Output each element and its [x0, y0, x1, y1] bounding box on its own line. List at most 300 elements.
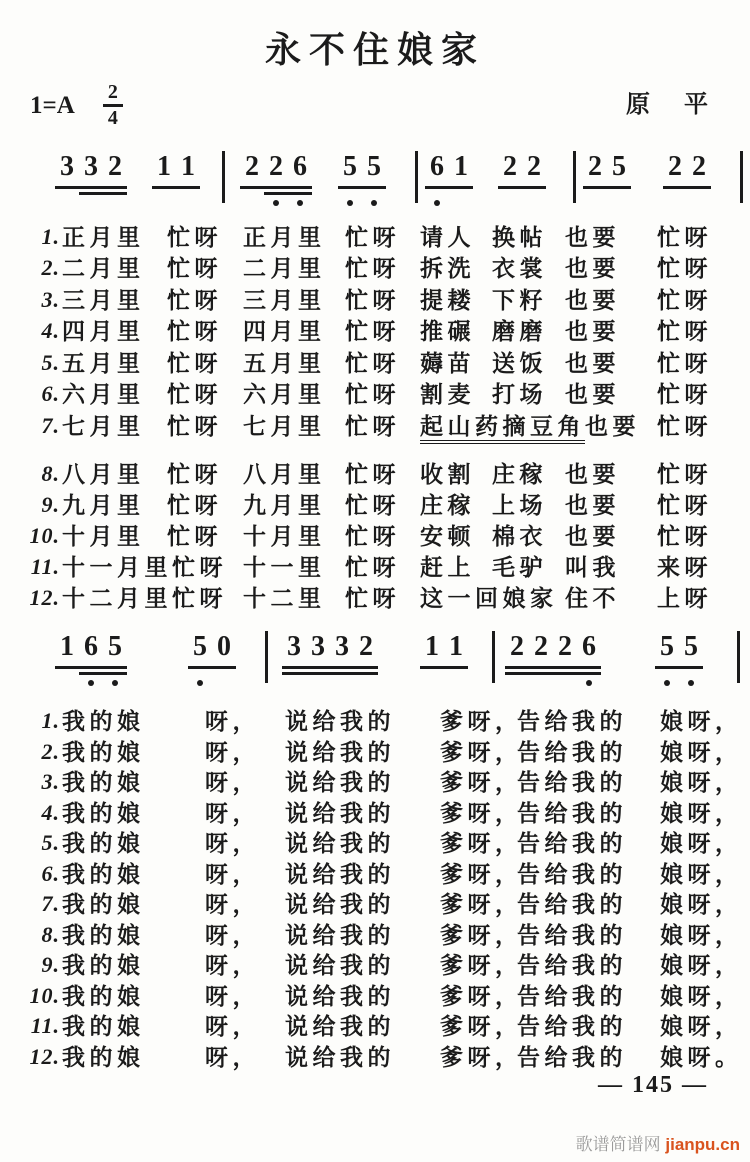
verse-number: 5.: [41, 350, 60, 375]
lyric-cell: 说给我的: [285, 860, 395, 887]
lyric-cell: 说给我的: [285, 1043, 395, 1070]
lyric-cell: 忙呀: [167, 381, 222, 407]
lyric-cell: 忙呀: [167, 413, 222, 439]
lyric-cell: 告给我的: [517, 769, 627, 795]
lyric-cell: 爹呀，: [440, 982, 523, 1009]
lyric-cell: 娘呀，: [660, 1013, 743, 1039]
lyric-cell: 也要: [565, 523, 620, 549]
verse-number: 10.: [29, 982, 60, 1008]
lyric-cell: 五月里: [243, 350, 326, 376]
lyric-cell: 呀，: [205, 952, 260, 978]
octave-dot: [197, 680, 203, 686]
lyric-cell: 告给我的: [517, 830, 627, 856]
lyric-cell: 忙呀: [167, 350, 222, 376]
beam-line: [425, 186, 473, 189]
note-group: [188, 630, 236, 688]
lyric-cell: 忙呀: [657, 255, 712, 281]
lyric-cell: 娘呀，: [660, 952, 743, 978]
lyric-cell: 忙呀: [167, 287, 222, 313]
note-digit: 5: [108, 631, 122, 662]
lyric-cell: 打场: [492, 381, 547, 407]
lyric-cell: 十一月里忙呀: [62, 554, 227, 580]
key-signature-text: 1=A: [30, 91, 75, 119]
barline: [573, 151, 576, 203]
lyric-cell: 也要: [565, 255, 620, 281]
lyric-cell: 磨磨: [492, 318, 547, 344]
lyric-cell: 忙呀: [345, 350, 400, 376]
lyrics-row: [0, 459, 750, 489]
verse-number: 2.: [41, 255, 60, 280]
verse-number: 9.: [41, 492, 60, 517]
lyric-cell: 娘呀，: [660, 769, 743, 795]
note-digit: 2: [692, 151, 706, 182]
lyric-cell: 我的娘: [62, 860, 145, 887]
lyric-cell: 呀，: [205, 1013, 260, 1039]
time-signature-numerator: 2: [103, 82, 123, 107]
lyric-cell: 娘呀，: [660, 921, 743, 948]
lyric-cell: 忙呀: [657, 287, 712, 313]
lyric-cell: 忙呀: [657, 350, 712, 376]
lyric-cell: 衣裳: [492, 255, 547, 281]
lyric-cell: 忙呀: [345, 461, 400, 487]
lyric-cell: 十月里: [62, 523, 145, 549]
octave-dot: [347, 200, 353, 206]
lyric-cell: 正月里: [62, 224, 145, 250]
note-digit: 0: [217, 631, 231, 662]
lyric-cell: 也要: [565, 224, 620, 250]
lyric-cell: 安顿: [420, 523, 475, 549]
octave-dot: [88, 680, 94, 686]
lyric-cell: 推碾: [420, 318, 475, 344]
lyric-cell: 忙呀: [345, 413, 400, 439]
beam-line: [420, 666, 468, 669]
lyric-cell: 说给我的: [285, 738, 395, 765]
time-signature-denominator: 4: [107, 107, 118, 129]
lyrics-row: [0, 889, 750, 919]
lyric-cell: 下籽: [492, 287, 547, 313]
lyric-cell: 四月里: [243, 318, 326, 344]
note-digit: 6: [293, 151, 307, 182]
lyric-cell: 叫我: [565, 554, 620, 580]
lyric-cell: 忙呀: [657, 413, 712, 439]
note-digit: 5: [660, 631, 674, 662]
lyric-cell: 忙呀: [345, 287, 400, 313]
lyric-cell: 也要: [565, 287, 620, 313]
watermark-site-name: 歌谱简谱网: [575, 1135, 661, 1154]
lyric-cell: 娘呀，: [660, 738, 743, 765]
note-digit: 5: [612, 151, 626, 182]
note-digit: 2: [534, 631, 548, 662]
lyric-cell: 爹呀，: [440, 799, 523, 826]
lyric-cell: 忙呀: [345, 224, 400, 250]
lyric-cell: 忙呀: [345, 492, 400, 518]
lyric-cell: 也要: [565, 461, 620, 487]
lyric-cell: 爹呀，: [440, 1043, 523, 1070]
note-digit: 6: [84, 631, 98, 662]
note-group: [498, 150, 546, 208]
lyric-cell: 庄稼: [492, 461, 547, 487]
barline: [740, 151, 743, 203]
lyrics-row: [0, 920, 750, 950]
lyric-cell: 爹呀，: [440, 891, 523, 917]
lyric-cell: 告给我的: [517, 1043, 627, 1070]
lyrics-row: [0, 222, 750, 252]
note-digit: 1: [449, 631, 463, 662]
lyric-cell: 我的娘: [62, 921, 145, 948]
lyrics-row: [0, 828, 750, 858]
lyric-cell: 十一里: [243, 554, 326, 580]
lyric-cell: 忙呀: [345, 255, 400, 281]
note-digit: 2: [558, 631, 572, 662]
lyric-cell: 四月里: [62, 318, 145, 344]
lyric-cell: 告给我的: [517, 952, 627, 978]
lyrics-row: [0, 950, 750, 980]
lyric-cell: 我的娘: [62, 982, 145, 1009]
lyrics-block-1: [0, 222, 750, 614]
lyric-cell: 提耧: [420, 287, 475, 313]
lyric-cell: 九月里: [243, 492, 326, 518]
lyric-cell: 也要: [565, 492, 620, 518]
lyric-cell: 说给我的: [285, 769, 395, 795]
lyric-cell: 上场: [492, 492, 547, 518]
lyric-cell: 忙呀: [345, 381, 400, 407]
lyric-cell: 告给我的: [517, 799, 627, 826]
lyric-cell: 说给我的: [285, 830, 395, 856]
octave-dot: [112, 680, 118, 686]
lyric-cell: 呀，: [205, 1043, 260, 1070]
lyric-cell: 忙呀: [167, 224, 222, 250]
beam-line: [79, 672, 127, 675]
lyrics-row: [0, 1042, 750, 1072]
lyric-cell: 我的娘: [62, 738, 145, 765]
lyrics-row: [0, 706, 750, 736]
barline: [222, 151, 225, 203]
octave-dot: [297, 200, 303, 206]
lyric-cell: 庄稼: [420, 492, 475, 518]
note-digit: 6: [430, 151, 444, 182]
notation-line-1: [55, 150, 743, 208]
lyric-cell: 毛驴: [492, 554, 547, 580]
lyric-cell: 说给我的: [285, 708, 395, 734]
lyric-cell: 九月里: [62, 492, 145, 518]
note-digit: 2: [510, 631, 524, 662]
barline: [265, 631, 268, 683]
page-number: — 145 —: [598, 1072, 708, 1098]
lyric-cell: 十二月里忙呀: [62, 585, 227, 611]
lyric-cell: 忙呀: [345, 554, 400, 580]
lyric-cell: 呀，: [205, 799, 260, 826]
lyric-cell: 拆洗: [420, 255, 475, 281]
lyric-cell: 七月里: [62, 413, 145, 439]
lyrics-row: [0, 316, 750, 346]
lyric-cell: 爹呀，: [440, 738, 523, 765]
beam-line: [264, 192, 312, 195]
lyric-cell: 换帖: [492, 224, 547, 250]
lyric-cell: 娘呀，: [660, 982, 743, 1009]
lyric-cell: 忙呀: [345, 523, 400, 549]
note-group: [663, 150, 711, 208]
lyric-cell: 忙呀: [167, 318, 222, 344]
underlined-lyric-segment: 摘豆角: [503, 413, 586, 444]
lyric-cell: 呀，: [205, 860, 260, 887]
verse-number: 12.: [29, 1043, 60, 1069]
lyric-cell: 说给我的: [285, 982, 395, 1009]
lyrics-row: [0, 411, 750, 441]
lyric-cell: 忙呀: [167, 255, 222, 281]
lyrics-block-2: [0, 706, 750, 1086]
lyric-cell: 爹呀，: [440, 1013, 523, 1039]
note-digit: 1: [425, 631, 439, 662]
lyrics-row: [0, 521, 750, 551]
verse-number: 2.: [41, 738, 60, 764]
note-digit: 3: [60, 151, 74, 182]
beam-line: [505, 666, 601, 669]
note-group: [420, 630, 468, 688]
lyric-cell: 告给我的: [517, 708, 627, 734]
watermark: [576, 1130, 740, 1155]
beam-line: [583, 186, 631, 189]
lyric-cell: 娘呀，: [660, 891, 743, 917]
lyric-cell: 我的娘: [62, 1013, 145, 1039]
beam-line: [505, 672, 601, 675]
lyric-cell: 我的娘: [62, 708, 145, 734]
lyric-cell: 告给我的: [517, 738, 627, 765]
lyric-cell: 告给我的: [517, 891, 627, 917]
barline: [415, 151, 418, 203]
lyric-cell: 爹呀，: [440, 708, 523, 734]
lyric-cell: 我的娘: [62, 1043, 145, 1070]
barline: [737, 631, 740, 683]
lyric-cell: 三月里: [243, 287, 326, 313]
lyric-cell: 赶上: [420, 554, 475, 580]
note-group: [55, 150, 127, 208]
underlined-lyric-segment: 起山药: [420, 413, 503, 444]
beam-line: [338, 186, 386, 189]
lyric-cell: 娘呀，: [660, 830, 743, 856]
lyrics-row: [0, 737, 750, 767]
verse-number: 5.: [41, 830, 60, 855]
note-digit: 3: [335, 631, 349, 662]
note-digit: 2: [527, 151, 541, 182]
octave-dot: [371, 200, 377, 206]
verse-number: 8.: [41, 461, 60, 486]
note-digit: 5: [343, 151, 357, 182]
note-group: [240, 150, 312, 208]
note-digit: 3: [84, 151, 98, 182]
lyric-cell: 爹呀，: [440, 830, 523, 856]
lyric-cell: 也要: [565, 381, 620, 407]
note-group: [282, 630, 378, 688]
lyric-cell: 娘呀，: [660, 708, 743, 734]
verse-number: 1.: [41, 708, 60, 733]
lyrics-row: [0, 552, 750, 582]
lyrics-row: [0, 767, 750, 797]
octave-dot: [586, 680, 592, 686]
lyric-cell: 我的娘: [62, 830, 145, 856]
beam-line: [152, 186, 200, 189]
note-group: [425, 150, 473, 208]
lyric-cell: 七月里: [243, 413, 326, 439]
lyric-cell: 忙呀: [345, 585, 400, 611]
key-signature: [30, 82, 123, 129]
note-digit: 1: [60, 631, 74, 662]
lyric-cell: 我的娘: [62, 799, 145, 826]
lyric-cell: 六月里: [243, 381, 326, 407]
lyrics-row: [0, 348, 750, 378]
lyrics-row: [0, 1011, 750, 1041]
lyric-cell: 告给我的: [517, 1013, 627, 1039]
verse-number: 8.: [41, 921, 60, 947]
lyric-cell: 上呀: [657, 585, 712, 611]
lyric-cell: 五月里: [62, 350, 145, 376]
song-title: 永不住娘家: [264, 29, 485, 70]
note-digit: 3: [311, 631, 325, 662]
verse-number: 6.: [41, 860, 60, 886]
lyric-cell: 说给我的: [285, 1013, 395, 1039]
time-signature: [103, 82, 123, 129]
verse-number: 11.: [30, 554, 60, 579]
lyric-cell: 住不: [565, 585, 620, 611]
note-group: [152, 150, 200, 208]
lyrics-row: [0, 981, 750, 1011]
lyric-cell: 说给我的: [285, 921, 395, 948]
note-digit: 6: [582, 631, 596, 662]
lyric-cell: 也要: [565, 318, 620, 344]
note-digit: 2: [245, 151, 259, 182]
lyric-cell: 也要: [565, 350, 620, 376]
origin-label: 原平: [626, 91, 742, 118]
verse-number: 9.: [41, 952, 60, 977]
note-digit: 2: [668, 151, 682, 182]
note-digit: 2: [108, 151, 122, 182]
lyric-cell: 呀，: [205, 769, 260, 795]
verse-number: 7.: [41, 891, 60, 916]
lyric-cell: 娘呀。: [660, 1043, 743, 1070]
beam-line: [55, 666, 127, 669]
lyric-cell: 我的娘: [62, 952, 145, 978]
note-group: [655, 630, 703, 688]
beam-line: [282, 666, 378, 669]
lyric-cell: 爹呀，: [440, 860, 523, 887]
lyric-cell: 忙呀: [167, 492, 222, 518]
lyric-cell: 娘呀，: [660, 799, 743, 826]
octave-dot: [273, 200, 279, 206]
lyric-cell: 忙呀: [657, 523, 712, 549]
lyric-cell: 告给我的: [517, 982, 627, 1009]
lyric-cell: 忙呀: [657, 224, 712, 250]
lyrics-row: [0, 253, 750, 283]
lyrics-row: [0, 490, 750, 520]
verse-number: 3.: [41, 769, 60, 794]
lyric-cell: 送饭: [492, 350, 547, 376]
note-group: [505, 630, 601, 688]
note-digit: 2: [588, 151, 602, 182]
lyrics-row: [0, 379, 750, 409]
lyric-segment: 也要: [585, 413, 640, 439]
verse-number: 10.: [29, 523, 60, 548]
beam-line: [79, 192, 127, 195]
lyric-cell: 薅苗: [420, 350, 475, 376]
lyric-cell: 呀，: [205, 982, 260, 1009]
lyric-cell: 忙呀: [657, 318, 712, 344]
lyric-cell: 八月里: [243, 461, 326, 487]
note-group: [55, 630, 127, 688]
verse-number: 3.: [41, 287, 60, 312]
verse-number: 6.: [41, 381, 60, 406]
lyric-cell: 来呀: [657, 554, 712, 580]
score-header: [0, 80, 750, 132]
lyric-cell: 十二里: [243, 585, 326, 611]
note-digit: 1: [454, 151, 468, 182]
lyric-cell: 二月里: [243, 255, 326, 281]
lyric-cell: 呀，: [205, 830, 260, 856]
beam-line: [498, 186, 546, 189]
lyric-cell: 说给我的: [285, 952, 395, 978]
verse-number: 7.: [41, 413, 60, 438]
lyric-cell: 割麦: [420, 381, 475, 407]
lyric-cell: [420, 411, 640, 441]
lyric-cell: 忙呀: [657, 381, 712, 407]
note-digit: 5: [684, 631, 698, 662]
beam-line: [282, 672, 378, 675]
lyric-cell: 六月里: [62, 381, 145, 407]
lyric-cell: 正月里: [243, 224, 326, 250]
lyric-cell: 爹呀，: [440, 769, 523, 795]
lyric-cell: 呀，: [205, 921, 260, 948]
verse-number: 12.: [29, 585, 60, 610]
lyric-cell: 说给我的: [285, 799, 395, 826]
lyric-cell: 这一回娘家: [420, 585, 558, 611]
lyrics-row: [0, 285, 750, 315]
lyric-cell: 爹呀，: [440, 952, 523, 978]
note-digit: 2: [503, 151, 517, 182]
lyric-cell: 呀，: [205, 891, 260, 917]
lyric-cell: 请人: [420, 224, 475, 250]
lyric-cell: 十月里: [243, 523, 326, 549]
note-digit: 1: [181, 151, 195, 182]
lyric-cell: 娘呀，: [660, 860, 743, 887]
lyric-cell: 收割: [420, 461, 475, 487]
octave-dot: [664, 680, 670, 686]
lyric-cell: 呀，: [205, 708, 260, 734]
beam-line: [240, 186, 312, 189]
lyrics-row: [0, 798, 750, 828]
notation-line-2: [55, 630, 740, 688]
note-digit: 3: [287, 631, 301, 662]
verse-number: 11.: [30, 1013, 60, 1038]
octave-dot: [688, 680, 694, 686]
lyric-cell: 爹呀，: [440, 921, 523, 948]
lyric-cell: 忙呀: [657, 461, 712, 487]
verse-number: 4.: [41, 799, 60, 825]
beam-line: [188, 666, 236, 669]
lyrics-row: [0, 583, 750, 613]
lyric-cell: 呀，: [205, 738, 260, 765]
lyric-cell: 八月里: [62, 461, 145, 487]
note-digit: 5: [193, 631, 207, 662]
lyric-cell: 棉衣: [492, 523, 547, 549]
verse-number: 1.: [41, 224, 60, 249]
lyric-cell: 忙呀: [167, 461, 222, 487]
lyric-cell: 二月里: [62, 255, 145, 281]
note-digit: 2: [359, 631, 373, 662]
note-digit: 1: [157, 151, 171, 182]
beam-line: [655, 666, 703, 669]
watermark-url: jianpu.cn: [665, 1135, 740, 1154]
lyric-cell: 忙呀: [657, 492, 712, 518]
lyric-cell: 说给我的: [285, 891, 395, 917]
lyric-cell: 我的娘: [62, 891, 145, 917]
